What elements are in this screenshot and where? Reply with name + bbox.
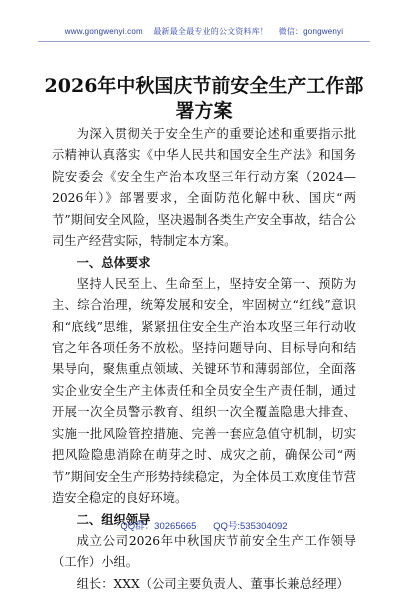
site-url: www.gongwenyi.com (64, 27, 143, 36)
site-slogan: 最新最全最专业的公文资料库！ (153, 27, 269, 36)
section-heading-general: 一、总体要求 (76, 255, 151, 271)
wechat-id: 微信：gongwenyi (278, 27, 344, 36)
leadership-paragraph: 成立公司2026年中秋国庆节前安全生产工作领导（工作）小组。 (52, 533, 356, 570)
qq-number: QQ号:535304092 (213, 521, 288, 532)
page-footer (0, 518, 408, 532)
header-divider (38, 41, 370, 42)
qq-group: QQ群：30265665 (120, 521, 197, 532)
general-requirements-paragraph: 坚持人民至上、生命至上，坚持安全第一、预防为主、综合治理，统筹发展和安全，牢固树立“红线”意识和“底线”思维，紧紧扭住安全生产治本攻坚三年行动收官之年各项任务不放松。坚持问题导向、目标导向和结果导向，聚焦重点领域、关键环节和薄弱部位，全面落实企业安全生产主体责任和全员安全生产责任制，通过开展一次全员警示教育、组织一次全覆盖隐患大排查、实施一批风险管控措施、完善一套应急值守机制，切实把风险隐患消除在萌芽之时、成灾之前，确保公司“两节”期间安全生产形势持续稳定，为全体员工欢度佳节营造安全稳定的良好环境。 (52, 276, 356, 505)
page-header (0, 26, 408, 37)
section-heading-leadership: 二、组织领导 (76, 512, 151, 528)
intro-paragraph: 为深入贯彻关于安全生产的重要论述和重要指示批示精神认真落实《中华人民共和国安全生产法》和国务院安委会《安全生产治本攻坚三年行动方案（2024—2026年）》部署要求，全面防范化解中秋、国庆“两节”期间安全风险，坚决遏制各类生产安全事故，结合公司生产经营实际，特制定本方案。 (52, 127, 356, 249)
document-title: 2026年中秋国庆节前安全生产工作部署方案 (44, 75, 364, 122)
group-leader-line: 组长：XXX（公司主要负责人、董事长兼总经理） (76, 576, 349, 591)
